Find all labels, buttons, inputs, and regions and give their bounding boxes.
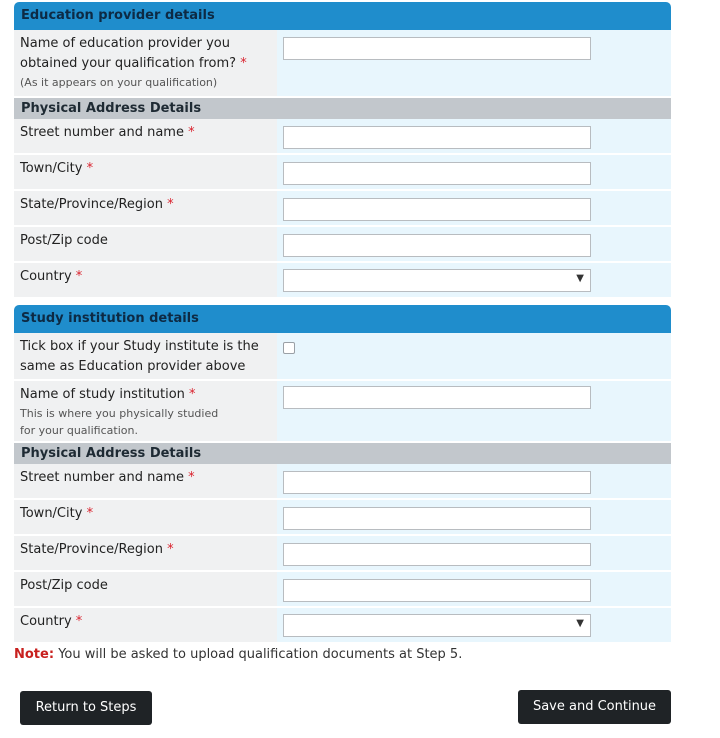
institution-postcode-row: Post/Zip code bbox=[14, 572, 671, 608]
provider-name-label: Name of education provider you obtained your qualification from? * (As it appears on your qualification) bbox=[14, 30, 277, 96]
institution-hint-1: This is where you physically studied bbox=[20, 407, 219, 420]
provider-country-select[interactable] bbox=[283, 269, 591, 292]
return-to-steps-button[interactable]: Return to Steps bbox=[20, 691, 152, 725]
provider-town-input[interactable] bbox=[283, 162, 591, 185]
study-institution-header: Study institution details bbox=[14, 305, 671, 333]
institution-hint-2: for your qualification. bbox=[20, 424, 138, 437]
provider-street-input[interactable] bbox=[283, 126, 591, 149]
institution-country-select[interactable] bbox=[283, 614, 591, 637]
chevron-down-icon: ▼ bbox=[576, 618, 584, 629]
institution-country-row: Country * ▼ bbox=[14, 608, 671, 642]
same-as-label: Tick box if your Study institute is the same as Education provider above bbox=[14, 333, 277, 379]
provider-address-header: Physical Address Details bbox=[14, 98, 671, 119]
chevron-down-icon: ▼ bbox=[576, 273, 584, 284]
institution-state-input[interactable] bbox=[283, 543, 591, 566]
institution-town-input[interactable] bbox=[283, 507, 591, 530]
institution-street-row: Street number and name * bbox=[14, 464, 671, 500]
institution-street-input[interactable] bbox=[283, 471, 591, 494]
institution-name-input[interactable] bbox=[283, 386, 591, 409]
same-as-row bbox=[14, 333, 671, 381]
same-as-checkbox[interactable] bbox=[283, 342, 295, 354]
education-provider-header: Education provider details bbox=[14, 2, 671, 30]
required-marker: * bbox=[240, 56, 247, 71]
provider-country-row: Country * ▼ bbox=[14, 263, 671, 297]
provider-name-hint: (As it appears on your qualification) bbox=[20, 76, 218, 89]
provider-postcode-row: Post/Zip code bbox=[14, 227, 671, 263]
note-label: Note: bbox=[14, 647, 55, 662]
save-and-continue-button[interactable]: Save and Continue bbox=[518, 690, 671, 724]
qualification-form bbox=[14, 2, 671, 642]
provider-name-input[interactable] bbox=[283, 37, 591, 60]
institution-address-header: Physical Address Details bbox=[14, 443, 671, 464]
provider-name-row bbox=[14, 30, 671, 98]
institution-postcode-input[interactable] bbox=[283, 579, 591, 602]
provider-street-row: Street number and name * bbox=[14, 119, 671, 155]
institution-town-row: Town/City * bbox=[14, 500, 671, 536]
institution-state-row: State/Province/Region * bbox=[14, 536, 671, 572]
upload-note bbox=[14, 647, 462, 662]
provider-town-row: Town/City * bbox=[14, 155, 671, 191]
provider-postcode-input[interactable] bbox=[283, 234, 591, 257]
provider-state-input[interactable] bbox=[283, 198, 591, 221]
provider-state-row: State/Province/Region * bbox=[14, 191, 671, 227]
note-text: You will be asked to upload qualification documents at Step 5. bbox=[58, 647, 463, 662]
institution-name-row: Name of study institution * This is where you physically studied for your qualification. bbox=[14, 381, 671, 443]
